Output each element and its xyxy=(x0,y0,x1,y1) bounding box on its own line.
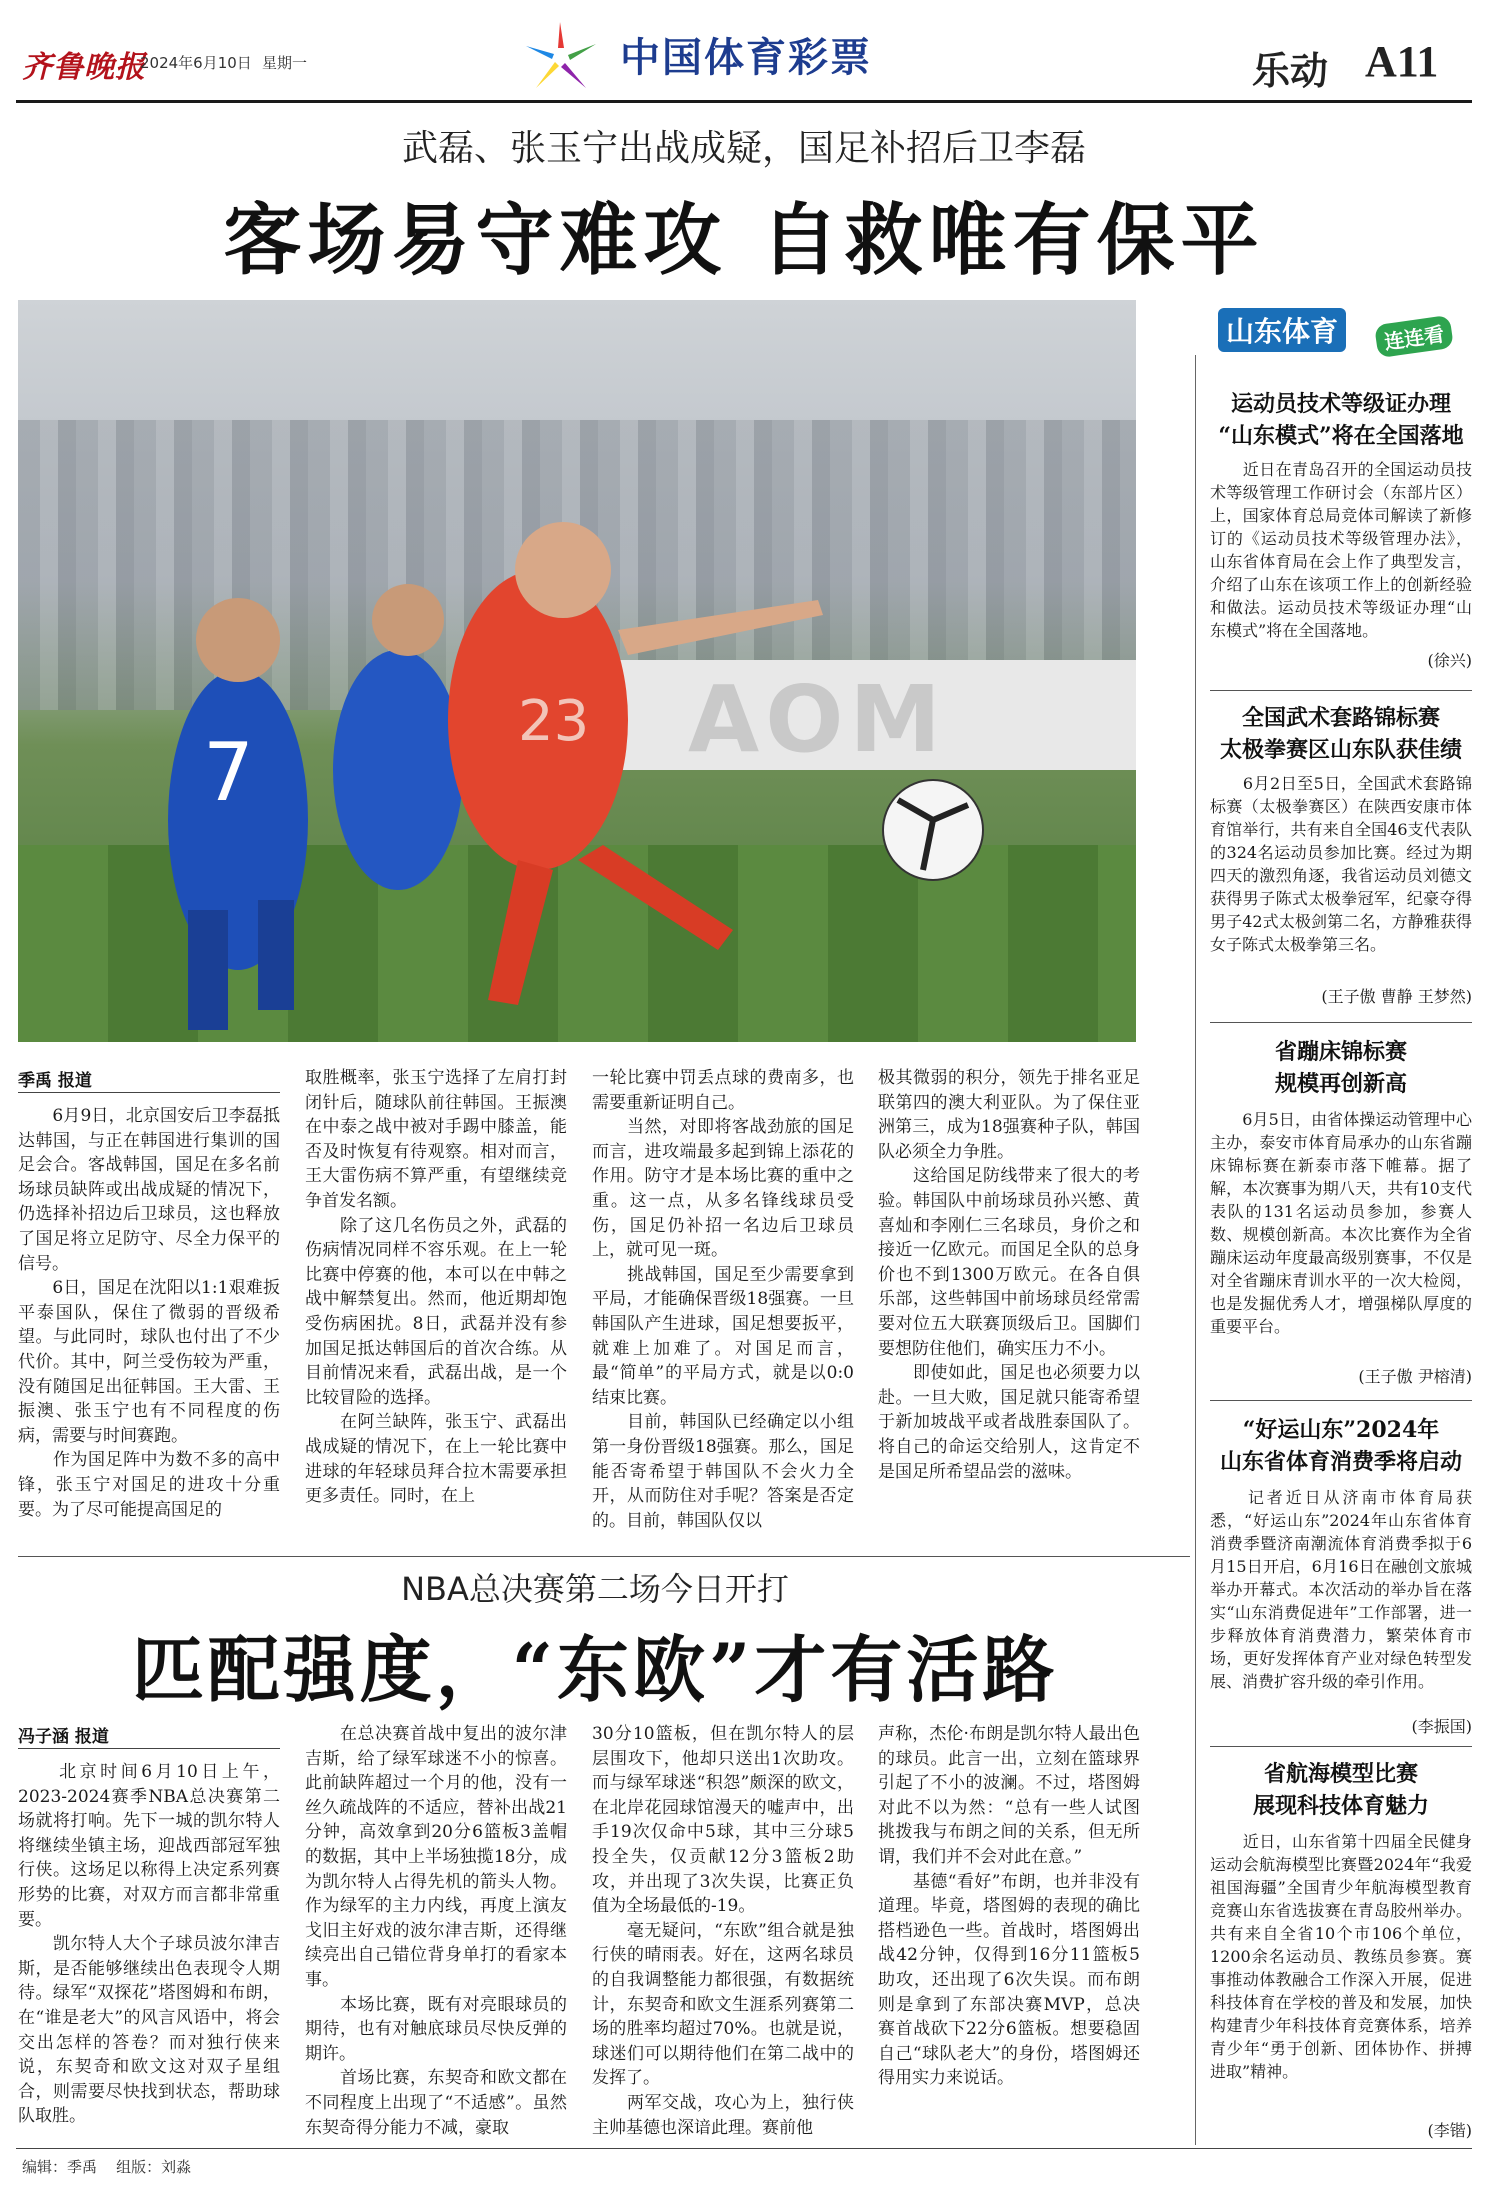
sidebar-header xyxy=(1210,302,1472,358)
sidebar-item-credit: (徐兴) xyxy=(1427,651,1472,670)
second-column-1: 北京时间6月10日上午，2023-2024赛季NBA总决赛第二场就将打响。先下一城的凯尔特人将继续坐镇主场，迎战西部冠军独行侠。这场足以称得上决定系列赛形势的比赛，对双方而言都非常重要。 凯尔特人大个子球员波尔津吉斯，是否能够继续出色表现令人期待。绿军“双探花”塔图姆和布朗，在“谁是老大”的风言风语中，将会交出怎样的答卷？而对独行侠来说，东契奇和欧文这对双子星组合，则需要尽快找到状态，帮助球队取胜。 xyxy=(18,1762,280,2127)
photo-ad-board: AOM xyxy=(538,660,1136,770)
sidebar-item-credit: (李振国) xyxy=(1411,1717,1472,1736)
issue-date: 2024年6月10日 xyxy=(140,54,252,72)
lottery-logo-icon xyxy=(520,18,602,92)
svg-text:23: 23 xyxy=(518,689,590,754)
sidebar-logo: 山东体育 xyxy=(1218,308,1346,352)
svg-text:7: 7 xyxy=(203,726,254,819)
masthead-rule xyxy=(16,100,1472,103)
footer-rule xyxy=(16,2148,1472,2149)
footer-editor: 编辑：季禹 xyxy=(22,2158,98,2176)
sidebar-item-body: 记者近日从济南市体育局获悉，“好运山东”2024年山东省体育消费季暨济南潮流体育消费季拟于6月15日开启，6月16日在融创文旅城举办开幕式。本次活动的举办旨在落实“山东消费促进年”工作部署，进一步释放体育消费潜力，繁荣体育市场，更好发挥体育产业对绿色转型发展、消费扩容升级的牵引作用。 xyxy=(1210,1488,1472,1691)
sidebar-item-title-line: 规模再创新高 xyxy=(1274,1071,1407,1097)
lead-column-1: 6月9日，北京国安后卫李磊抵达韩国，与正在韩国进行集训的国足会合。客战韩国，国足在多名前场球员缺阵或出战成疑的情况下，仍选择补招边后卫球员，这也释放了国足将立足防守、尽全力保平的信号。 6日，国足在沈阳以1:1艰难扳平泰国队，保住了微弱的晋级希望。与此同时，球队也付出了不少代价。其中，阿兰受伤较为严重，没有随国足出征韩国。王大雷、王振澳、张玉宁也有不同程度的伤病，需要与时间赛跑。 作为国足阵中为数不多的高中锋，张玉宁对国足的进攻十分重要。为了尽可能提高国足的 xyxy=(18,1106,280,1520)
sidebar-item-title-line: 省蹦床锦标赛 xyxy=(1274,1039,1407,1065)
sidebar-item-title-line: “好运山东”2024年 xyxy=(1242,1417,1440,1443)
sidebar-divider-line xyxy=(1210,690,1472,691)
sidebar-item-body: 近日在青岛召开的全国运动员技术等级管理工作研讨会（东部片区）上，国家体育总局竞体司解读了新修订的《运动员技术等级管理办法》，山东省体育局在会上作了典型发言，介绍了山东在该项工作上的创新经验和做法。运动员技术等级证办理“山东模式”将在全国落地。 xyxy=(1210,460,1472,640)
newspaper-name: 齐鲁晚报 xyxy=(22,50,146,85)
sidebar-item-credit: (王子傲 曹静 王梦然) xyxy=(1321,987,1472,1006)
sidebar-item-title-line: 运动员技术等级证办理 xyxy=(1230,391,1451,417)
sidebar-divider-line xyxy=(1210,1400,1472,1401)
second-column-2: 在总决赛首战中复出的波尔津吉斯，给了绿军球迷不小的惊喜。此前缺阵超过一个月的他，没有一丝久疏战阵的不适应，替补出战21分钟，高效拿到20分6篮板3盖帽的数据，其中上半场独揽18分，成为凯尔特人占得先机的箭头人物。作为绿军的主力内线，再度上演友戈旧主好戏的波尔津吉斯，还得继续亮出自己错位背身单打的看家本事。 本场比赛，既有对亮眼球员的期待，也有对触底球员尽快反弹的期许。 首场比赛，东契奇和欧文都在不同程度上出现了“不适感”。虽然东契奇得分能力不减，豪取 xyxy=(305,1724,567,2138)
section-name: 乐动 xyxy=(1252,48,1329,93)
lead-column-4: 极其微弱的积分，领先于排名亚足联第四的澳大利亚队。为了保住亚洲第三，成为18强赛种子队，韩国队必须全力争胜。 这给国足防线带来了很大的考验。韩国队中前场球员孙兴慜、黄喜灿和李刚仁三名球员，身价之和接近一亿欧元。而国足全队的总身价也不到1300万欧元。在各自俱乐部，这些韩国中前场球员经常需要对位五大联赛顶级后卫。国脚们要想防住他们，确实压力不小。 即使如此，国足也必须要力以赴。一旦大败，国足就只能寄希望于新加坡战平或者战胜泰国队了。将自己的命运交给别人，这肯定不是国足所希望品尝的滋味。 xyxy=(878,1068,1140,1482)
sidebar-logo-tag: 连连看 xyxy=(1374,315,1454,358)
players-illustration xyxy=(18,300,1136,1042)
page-number: A11 xyxy=(1365,37,1439,86)
sidebar-item-title-line: 展现科技体育魅力 xyxy=(1252,1793,1429,1819)
lottery-brand: 中国体育彩票 xyxy=(620,35,872,81)
sidebar-item-title xyxy=(1210,1036,1472,1100)
sidebar-item-title xyxy=(1210,1758,1472,1822)
sidebar-item-title-line: 省航海模型比赛 xyxy=(1263,1761,1418,1787)
sidebar-item-title xyxy=(1210,1414,1472,1478)
sidebar-item-credit: (李锴) xyxy=(1427,2121,1472,2140)
lead-kicker: 武磊、张玉宁出战成疑，国足补招后卫李磊 xyxy=(401,128,1086,169)
second-column-4: 声称，杰伦·布朗是凯尔特人最出色的球员。此言一出，立刻在篮球界引起了不小的波澜。不过，塔图姆对此不以为然：“总有一些人试图挑拨我与布朗之间的关系，但无所谓，我们并不会对此在意。” 基德“看好”布朗，也并非没有道理。毕竟，塔图姆的表现的确比搭档逊色一些。首战时，塔图姆出战42分钟，仅得到16分11篮板5助攻，还出现了6次失误。而布朗则是拿到了东部决赛MVP，总决赛首战砍下22分6篮板。想要稳固自己“球队老大”的身份，塔图姆还得用实力来说话。 xyxy=(878,1724,1140,2089)
lead-headline: 客场易守难攻 自救唯有保平 xyxy=(223,195,1265,286)
sidebar-item-title xyxy=(1210,388,1472,452)
lead-column-3: 一轮比赛中罚丢点球的费南多，也需要重新证明自己。 当然，对即将客战劲旅的国足而言，进攻端最多起到锦上添花的作用。防守才是本场比赛的重中之重。这一点，从多名锋线球员受伤，国足仍补招一名边后卫球员上，就可见一斑。 挑战韩国，国足至少需要拿到平局，才能确保晋级18强赛。一旦韩国队产生进球，国足想要扳平，就难上加难了。对国足而言，最“简单”的平局方式，就是以0:0结束比赛。 目前，韩国队已经确定以小组第一身份晋级18强赛。那么，国足能否寄希望于韩国队不会火力全开，从而防住对手呢？答案是否定的。目前，韩国队仅以 xyxy=(592,1068,854,1531)
lead-byline: 季禹 报道 xyxy=(18,1071,92,1091)
sidebar-divider-line xyxy=(1210,1022,1472,1023)
sidebar-item-body: 近日，山东省第十四届全民健身运动会航海模型比赛暨2024年“我爱祖国海疆”全国青少年航海模型教育竞赛山东省选拔赛在青岛胶州举办。共有来自全省10个市106个单位，1200余名运动员、教练员参赛。赛事推动体教融合工作深入开展，促进科技体育在学校的普及和发展，加快构建青少年科技体育竞赛体系，培养青少年“勇于创新、团体协作、拼搏进取”精神。 xyxy=(1210,1832,1472,2081)
second-kicker: NBA总决赛第二场今日开打 xyxy=(401,1570,789,1608)
sidebar-item-body: 6月5日，由省体操运动管理中心主办，泰安市体育局承办的山东省蹦床锦标赛在新泰市落下帷幕。据了解，本次赛事为期八天，共有10支代表队的131名运动员参加，参赛人数、规模创新高。本次比赛作为全省蹦床运动年度最高级别赛事，不仅是对全省蹦床青训水平的一次大检阅，也是发掘优秀人才，增强梯队厚度的重要平台。 xyxy=(1210,1110,1472,1336)
sidebar-item-title-line: 太极拳赛区山东队获佳绩 xyxy=(1219,737,1462,763)
sidebar-item-title-line: 全国武术套路锦标赛 xyxy=(1241,705,1440,731)
sidebar-item-title-line: 山东省体育消费季将启动 xyxy=(1219,1449,1462,1475)
second-column-3: 30分10篮板，但在凯尔特人的层层围攻下，他却只送出1次助攻。而与绿军球迷“积怨”颇深的欧文，在北岸花园球馆漫天的嘘声中，出手19次仅命中5球，其中三分球5投全失，仅贡献12分3篮板2助攻，并出现了3次失误，比赛正负值为全场最低的-19。 毫无疑问，“东欧”组合就是独行侠的晴雨表。好在，这两名球员的自我调整能力都很强，有数据统计，东契奇和欧文生涯系列赛第二场的胜率均超过70%。也就是说，球迷们可以期待他们在第二战中的发挥了。 两军交战，攻心为上，独行侠主帅基德也深谙此理。赛前他 xyxy=(592,1724,854,2138)
second-byline-rule xyxy=(18,1748,280,1749)
sidebar-divider-line xyxy=(1210,1746,1472,1747)
lead-column-2: 取胜概率，张玉宁选择了左肩打封闭针后，随球队前往韩国。王振澳在中泰之战中被对手踢中膝盖，能否及时恢复有待观察。相对而言，王大雷伤病不算严重，有望继续竞争首发名额。 除了这几名伤员之外，武磊的伤病情况同样不容乐观。在上一轮比赛中停赛的他，本可以在中韩之战中解禁复出。然而，他近期却饱受伤病困扰。8日，武磊并没有参加国足抵达韩国后的首次合练。从目前情况来看，武磊出战，是一个比较冒险的选择。 在阿兰缺阵，张玉宁、武磊出战成疑的情况下，在上一轮比赛中进球的年轻球员拜合拉木需要承担更多责任。同时，在上 xyxy=(305,1068,567,1507)
second-headline: 匹配强度，“东欧”才有活路 xyxy=(131,1627,1059,1712)
sidebar-item-body: 6月2日至5日，全国武术套路锦标赛（太极拳赛区）在陕西安康市体育馆举行，共有来自全国46支代表队的324名运动员参加比赛。经过为期四天的激烈角逐，我省运动员刘德文获得男子陈式太极拳冠军，纪豪夺得男子42式太极剑第二名，方静雅获得女子陈式太极拳第三名。 xyxy=(1210,774,1472,954)
footer-layout: 组版：刘淼 xyxy=(116,2158,192,2176)
sidebar-item-title-line: “山东模式”将在全国落地 xyxy=(1218,423,1464,449)
issue-weekday: 星期一 xyxy=(262,54,308,72)
sidebar-divider xyxy=(1195,355,1196,2145)
lead-byline-rule xyxy=(18,1092,280,1093)
sidebar-item-credit: (王子傲 尹榕清) xyxy=(1358,1367,1472,1386)
second-byline: 冯子涵 报道 xyxy=(18,1727,109,1747)
sidebar-item-title xyxy=(1210,702,1472,766)
lead-photo xyxy=(18,300,1136,1042)
page-footer xyxy=(22,2156,191,2177)
story-divider xyxy=(18,1556,1190,1557)
